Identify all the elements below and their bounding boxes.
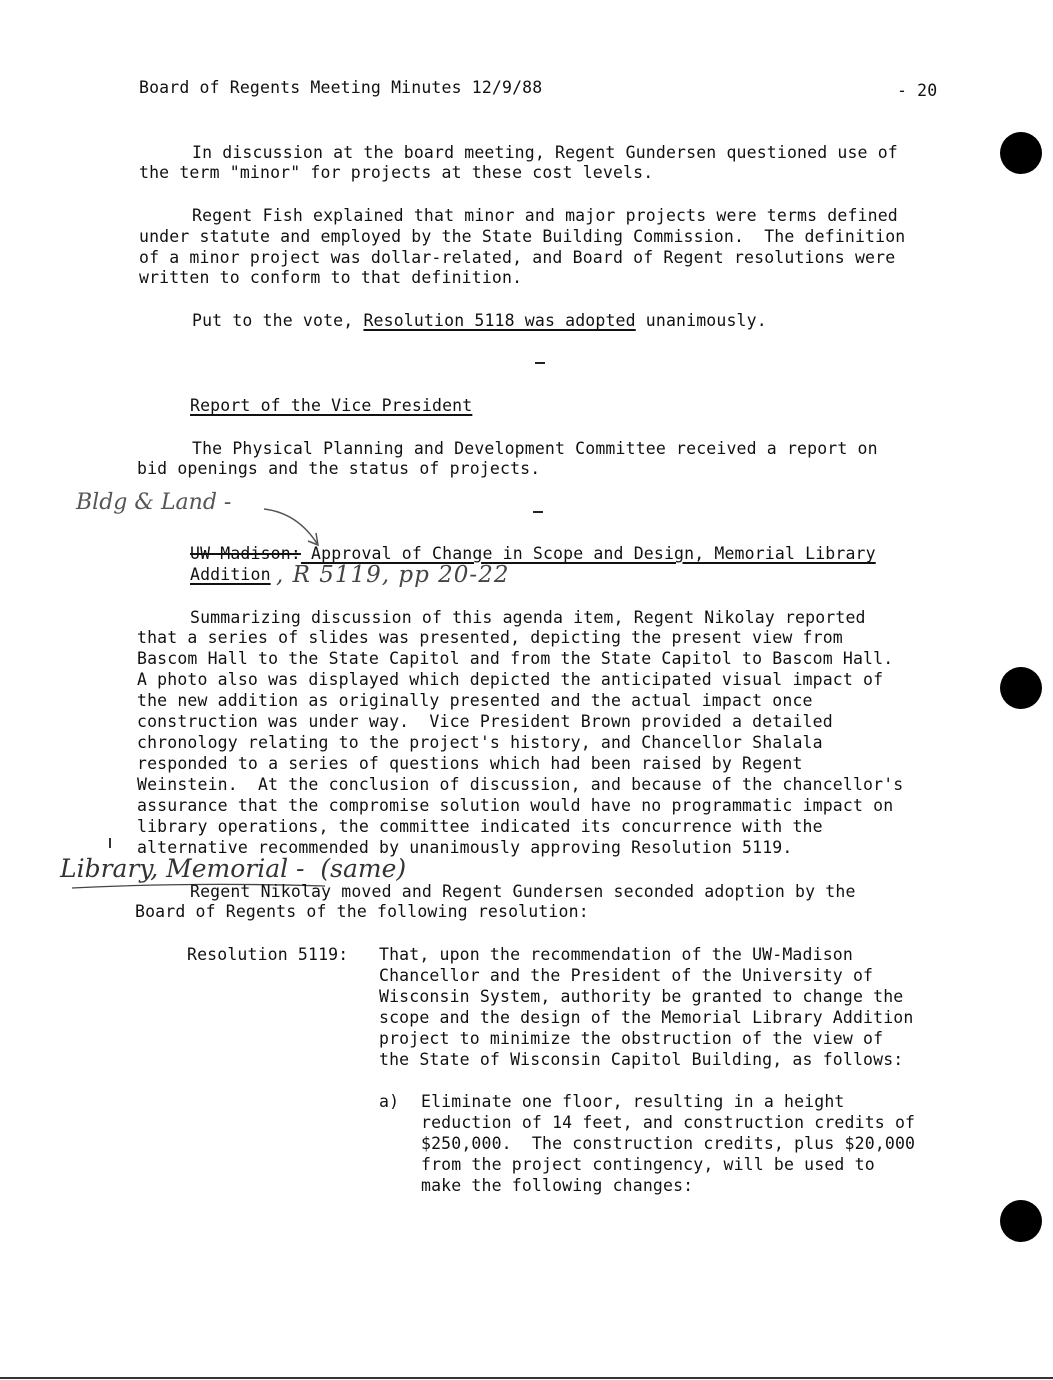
- paragraph-5-line-12: alternative recommended by unanimously approving Resolution 5119.: [137, 838, 793, 857]
- item-heading-line-2: [190, 564, 271, 585]
- handwritten-bldg-land: Bldg & Land -: [76, 490, 232, 515]
- paragraph-2-line-4: written to conform to that definition.: [139, 268, 523, 287]
- struck-uw-madison: UW-Madison:: [190, 544, 301, 563]
- item-heading-addition: Addition: [190, 565, 271, 584]
- paragraph-5-line-5: the new addition as originally presented and the actual impact once: [137, 691, 813, 710]
- paragraph-2-line-2: under statute and employed by the State Building Commission. The definition: [139, 227, 906, 246]
- section-heading: Report of the Vice President: [190, 396, 473, 415]
- punch-hole-middle: [1000, 667, 1042, 709]
- item-a-line-1: Eliminate one floor, resulting in a height: [421, 1092, 845, 1111]
- separator-mark: [535, 362, 545, 364]
- resolution-line-4: scope and the design of the Memorial Library Addition: [379, 1008, 914, 1027]
- paragraph-5-line-7: chronology relating to the project's history, and Chancellor Shalala: [137, 733, 823, 752]
- paragraph-1-line-2: the term "minor" for projects at these cost levels.: [139, 163, 654, 182]
- vote-result-line: [192, 310, 767, 331]
- punch-hole-bottom: [1000, 1200, 1042, 1242]
- paragraph-4-line-2: bid openings and the status of projects.: [137, 459, 541, 478]
- vote-text-before: Put to the vote,: [192, 311, 364, 330]
- item-a-line-5: make the following changes:: [421, 1176, 694, 1195]
- paragraph-5-line-10: assurance that the compromise solution would have no programmatic impact on: [137, 796, 894, 815]
- item-a-line-2: reduction of 14 feet, and construction credits of: [421, 1113, 916, 1132]
- punch-hole-top: [1000, 132, 1042, 174]
- resolution-line-6: the State of Wisconsin Capitol Building, as follows:: [379, 1050, 904, 1069]
- item-heading-line-1: [190, 543, 876, 564]
- item-heading-title: Approval of Change in Scope and Design, Memorial Library: [300, 544, 876, 563]
- paragraph-5-line-8: responded to a series of questions which had been raised by Regent: [137, 754, 803, 773]
- paragraph-6-line-1: Regent Nikolay moved and Regent Gundersen seconded adoption by the: [190, 882, 856, 901]
- paragraph-5-line-11: library operations, the committee indicated its concurrence with the: [137, 817, 823, 836]
- resolution-line-1: That, upon the recommendation of the UW-Madison: [379, 945, 853, 964]
- paragraph-1-line-1: In discussion at the board meeting, Regent Gundersen questioned use of: [192, 143, 898, 162]
- item-a-line-3: $250,000. The construction credits, plus $20,000: [421, 1134, 916, 1153]
- page-number: - 20: [897, 81, 938, 100]
- resolution-label: Resolution 5119:: [187, 945, 349, 964]
- resolution-line-2: Chancellor and the President of the University of: [379, 966, 874, 985]
- paragraph-5-line-1: Summarizing discussion of this agenda item, Regent Nikolay reported: [190, 608, 866, 627]
- paragraph-2-line-3: of a minor project was dollar-related, and Board of Regent resolutions were: [139, 248, 896, 267]
- paragraph-5-line-4: A photo also was displayed which depicted the anticipated visual impact of: [137, 670, 884, 689]
- margin-tick: [109, 838, 111, 848]
- paragraph-5-line-9: Weinstein. At the conclusion of discussion, and because of the chancellor's: [137, 775, 904, 794]
- paragraph-6-line-2: Board of Regents of the following resolution:: [135, 902, 589, 921]
- paragraph-5-line-3: Bascom Hall to the State Capitol and from the State Capitol to Bascom Hall.: [137, 649, 894, 668]
- vote-text-after: unanimously.: [635, 311, 767, 330]
- handwritten-resolution-reference: , R 5119, pp 20-22: [276, 562, 510, 588]
- item-a-line-4: from the project contingency, will be used to: [421, 1155, 875, 1174]
- resolution-line-3: Wisconsin System, authority be granted to change the: [379, 987, 904, 1006]
- resolution-5118-adopted: Resolution 5118 was adopted: [363, 311, 636, 330]
- separator-mark: [533, 511, 543, 513]
- paragraph-5-line-2: that a series of slides was presented, depicting the present view from: [137, 628, 843, 647]
- paragraph-5-line-6: construction was under way. Vice President Brown provided a detailed: [137, 712, 833, 731]
- paragraph-2-line-1: Regent Fish explained that minor and major projects were terms defined: [192, 206, 898, 225]
- handwritten-library-memorial: Library, Memorial - (same): [60, 854, 407, 883]
- paragraph-4-line-1: The Physical Planning and Development Committee received a report on: [192, 439, 878, 458]
- scan-bottom-edge: [0, 1377, 1053, 1379]
- header-title: Board of Regents Meeting Minutes 12/9/88: [139, 78, 543, 97]
- item-a-marker: a): [379, 1092, 400, 1111]
- resolution-line-5: project to minimize the obstruction of the view of: [379, 1029, 884, 1048]
